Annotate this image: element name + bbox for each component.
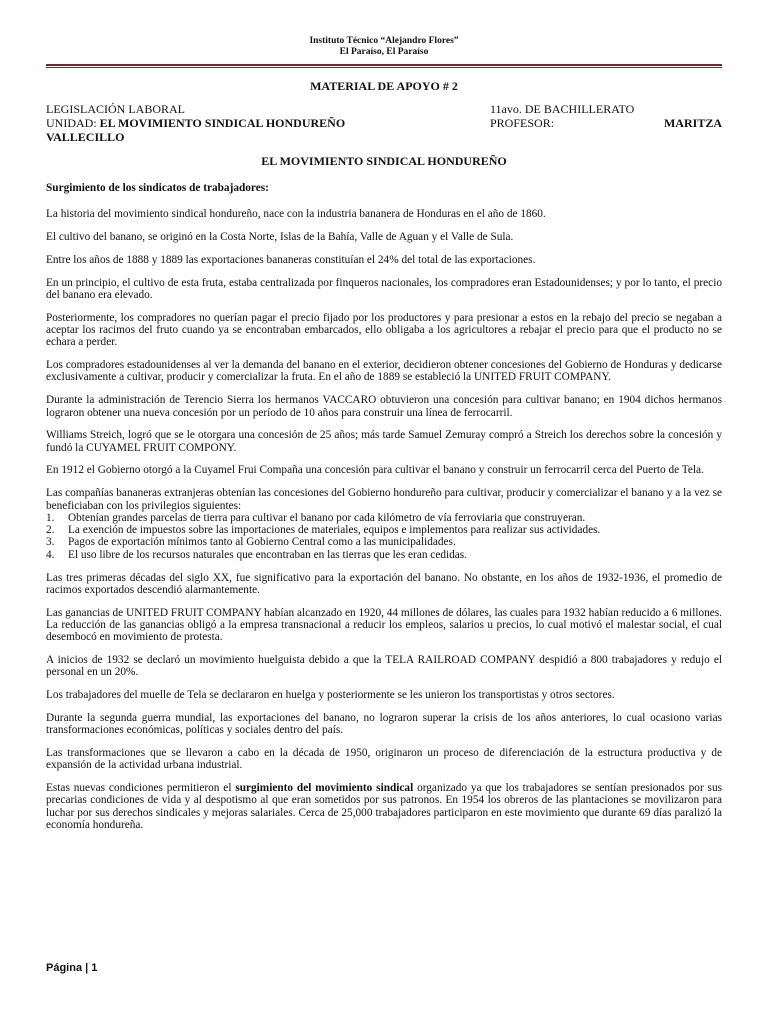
page-header	[0, 36, 768, 58]
privileges-list	[46, 512, 722, 561]
paragraph: Las ganancias de UNITED FRUIT COMPANY habían alcanzado en 1920, 44 millones de dólares, las cuales para 1932 habían reducido a 6 millones. La reducción de las ganancias obligó a la empresa transnacional a reducir los empleos, salarios u precios, lo cual motivó el malestar social, el cual desembocó en movimiento de protesta.	[46, 606, 722, 644]
list-item-text: El uso libre de los recursos naturales que encontraban en las tierras que les eran cedidas.	[68, 548, 468, 561]
header-rule-thick	[46, 64, 722, 66]
paragraph: Posteriormente, los compradores no querían pagar el precio fijado por los productores y para presionar a estos en la rebajo del precio se negaban a aceptar los racimos del fruto cuando ya se encontraban embarcados, ello obligaba a los agricultores a rebajar el precio para que el producto no se echara a perder.	[46, 311, 722, 349]
document-title: MATERIAL DE APOYO # 2	[310, 79, 458, 93]
list-item	[46, 524, 722, 536]
page-number-footer: Página | 1	[46, 962, 98, 974]
institution-location: El Paraíso, El Paraíso	[339, 47, 429, 57]
paragraph: Los trabajadores del muelle de Tela se declararon en huelga y posteriormente se les unieron los transportistas y otros sectores.	[46, 689, 615, 702]
paragraph: Entre los años de 1888 y 1889 las exportaciones bananeras constituían el 24% del total de las exportaciones.	[46, 253, 536, 266]
header-rule-thin	[46, 67, 722, 68]
final-paragraph	[46, 782, 722, 831]
paragraph: La historia del movimiento sindical hondureño, nace con la industria bananera de Honduras en el año de 1860.	[46, 208, 546, 221]
paragraph: Durante la administración de Terencio Sierra los hermanos VACCARO obtuvieron una concesión para cultivar banano; en 1904 dichos hermanos lograron obtener una nueva concesión por un período de 10 años para construir una línea de ferrocarril.	[46, 394, 722, 419]
subject-label: LEGISLACIÓN LABORAL	[46, 102, 185, 116]
paragraph: Los compradores estadounidenses al ver la demanda del banano en el exterior, decidieron obtener concesiones del Gobierno de Honduras y dedicarse exclusivamente a cultivar, producir y comercializar la fruta. En el año de 1889 se estableció la UNITED FRUIT COMPANY.	[46, 359, 722, 384]
list-item-text: Obtenían grandes parcelas de tierra para cultivar el banano por cada kilómetro de vía ferroviaria que construyeran.	[68, 511, 586, 524]
list-item-number: 4.	[46, 548, 55, 561]
final-paragraph-emphasis: surgimiento del movimiento sindical	[235, 782, 414, 795]
unit-label: UNIDAD:	[46, 116, 97, 130]
list-item-number: 3.	[46, 536, 55, 549]
paragraph: En 1912 el Gobierno otorgó a la Cuyamel Frui Compaña una concesión para cultivar el banano y construir un ferrocarril cerca del Puerto de Tela.	[46, 464, 704, 477]
list-item-number: 2.	[46, 524, 55, 537]
paragraph: El cultivo del banano, se originó en la Costa Norte, Islas de la Bahía, Valle de Aguan y el Valle de Sula.	[46, 231, 514, 244]
paragraph: Las transformaciones que se llevaron a cabo en la década de 1950, originaron un proceso de diferenciación de la estructura productiva y de expansión de la actividad urbana industrial.	[46, 747, 722, 772]
teacher-first-name: MARITZA	[663, 116, 722, 130]
grade-label: 11avo. DE BACHILLERATO	[490, 102, 635, 116]
paragraph: Durante la segunda guerra mundial, las exportaciones del banano, no lograron superar la crisis de los años anteriores, lo cual ocasiono varias transformaciones económicas, políticas y sociales dentro del país.	[46, 711, 722, 737]
final-paragraph-end: organizado ya que los trabajadores se sentían presionados por sus precarias condiciones de vida y al despotismo al que eran sometidos por sus patronos. En 1954 los obreros de las plantaciones se movilizaron para luchar por sus derechos sindicales y mejoras salariales. Cerca de 25,000 trabajadores participaron en este movimiento que durante 69 días paralizó la economía hondureña.	[46, 782, 723, 831]
section-heading: Surgimiento de los sindicatos de trabajadores:	[46, 182, 269, 194]
list-item-text: Pagos de exportación mínimos tanto al Gobierno Central como a las municipalidades.	[68, 536, 456, 549]
paragraph: En un principio, el cultivo de esta fruta, estaba centralizada por finqueros nacionales, los compradores eran Estadounidenses; y por lo tanto, el precio del banano era elevado.	[46, 276, 722, 301]
teacher-label: PROFESOR:	[490, 116, 555, 130]
institution-name: Instituto Técnico “Alejandro Flores”	[309, 36, 459, 46]
teacher-last-name: VALLECILLO	[46, 130, 125, 144]
list-item-number: 1.	[46, 511, 55, 524]
list-item	[46, 536, 722, 548]
privileges-intro: Las compañías bananeras extranjeras obtenían las concesiones del Gobierno hondureño para cultivar, producir y comercializar el banano y a la vez se beneficiaban con los privilegios siguientes:	[46, 487, 722, 512]
document-body	[46, 182, 722, 842]
unit-name: EL MOVIMIENTO SINDICAL HONDUREÑO	[99, 116, 346, 130]
paragraph: Las tres primeras décadas del siglo XX, fue significativo para la exportación del banano. No obstante, en los años de 1932-1936, el promedio de racimos exportados descendió alarmantemente.	[46, 571, 722, 596]
list-item-text: La exención de impuestos sobre las importaciones de materiales, equipos e implementos para realizar sus actividades.	[68, 524, 601, 537]
final-paragraph-start: Estas nuevas condiciones permitieron el	[46, 782, 236, 795]
paragraph: Williams Streich, logró que se le otorgara una concesión de 25 años; más tarde Samuel Zemuray compró a Streich los derechos sobre la concesión y fundó la CUYAMEL FRUIT COMPONY.	[46, 429, 722, 454]
unit-line	[46, 116, 345, 130]
document-subtitle: EL MOVIMIENTO SINDICAL HONDUREÑO	[261, 154, 507, 168]
list-item	[46, 512, 722, 524]
paragraph: A inicios de 1932 se declaró un movimiento huelguista debido a que la TELA RAILROAD COMPANY despidió a 800 trabajadores y redujo el personal en un 20%.	[46, 654, 722, 679]
list-item	[46, 549, 722, 561]
